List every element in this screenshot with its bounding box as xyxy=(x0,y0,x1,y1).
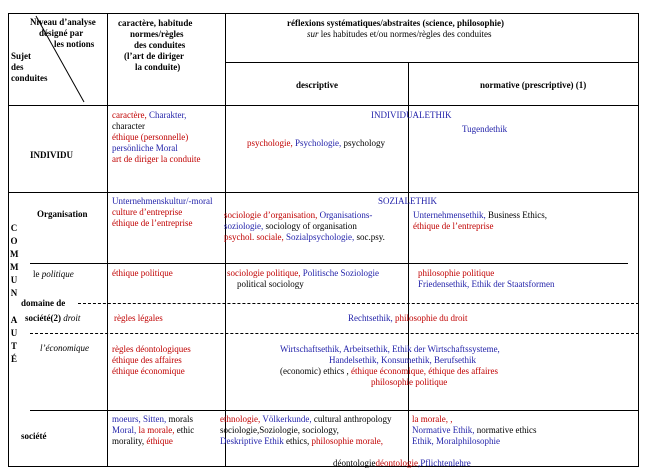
col1-header-line: des conduites xyxy=(134,40,186,50)
cell-line xyxy=(224,221,385,232)
corner-bottom-line: conduites xyxy=(11,73,48,83)
societe-col1 xyxy=(112,414,194,447)
cell-line xyxy=(112,207,212,218)
cell-line xyxy=(227,268,379,279)
cell-line xyxy=(418,268,554,279)
individu-col1 xyxy=(112,110,200,165)
droit-col1: règles légales xyxy=(114,313,163,323)
tugendethik: Tugendethik xyxy=(462,124,508,134)
cell-line xyxy=(413,210,547,221)
text-run: sociology of organisation xyxy=(265,221,357,231)
vertical-letter: U xyxy=(10,328,18,338)
organisation-col1 xyxy=(112,196,212,229)
row-label-economique: l’économique xyxy=(40,343,89,353)
vertical-letter: T xyxy=(10,341,17,351)
text-run: persönliche Moral xyxy=(112,143,178,153)
economique-col1 xyxy=(112,344,191,377)
text-run: character xyxy=(112,121,145,131)
cell-line xyxy=(280,377,500,388)
text-run: Unternehmensethik, xyxy=(413,210,488,220)
corner-bottom-line: Sujet xyxy=(11,51,31,61)
col2-header-title: réflexions systématiques/abstraites (science, philosophie) xyxy=(287,18,504,28)
cell-line xyxy=(112,344,191,355)
text-run: philosophie politique xyxy=(371,377,448,387)
corner-top-line: Niveau d’analyse xyxy=(30,17,96,27)
cell-line xyxy=(112,436,194,447)
text-run: soziologie, xyxy=(224,221,266,231)
cell-line xyxy=(412,436,536,447)
col2-header-sur: sur xyxy=(307,29,319,39)
cell-line xyxy=(112,132,200,143)
vertical-letter: M xyxy=(10,249,19,259)
psychologie-de: Psychologie, xyxy=(295,138,344,148)
economique-content xyxy=(280,344,500,388)
cell-line xyxy=(224,232,385,243)
cell-line xyxy=(280,355,500,366)
politique-label-it: politique xyxy=(41,269,74,279)
col1-header-line: la conduite) xyxy=(135,62,181,72)
text-run: art de diriger la conduite xyxy=(112,154,201,164)
vertical-letter: O xyxy=(10,236,18,246)
societe-normative xyxy=(412,414,536,447)
row-label-organisation: Organisation xyxy=(37,209,88,219)
text-run: éthique de l’entreprise xyxy=(413,221,494,231)
col2-header-rest: les habitudes et/ou normes/règles des conduites xyxy=(318,29,492,39)
cell-line xyxy=(412,414,536,425)
text-run: éthique des affaires xyxy=(112,355,182,365)
normative-header: normative (prescriptive) (1) xyxy=(480,80,587,90)
cell-line xyxy=(112,110,200,121)
text-run: éthique (personnelle) xyxy=(112,132,189,142)
cell-line xyxy=(112,414,194,425)
vertical-letter: É xyxy=(10,354,17,364)
cell-line xyxy=(280,366,500,377)
philosophie-du-droit: philosophie du droit xyxy=(395,313,468,323)
col2-header-subtitle xyxy=(307,29,491,40)
row-label-droit xyxy=(25,313,80,324)
droit-row-content xyxy=(348,313,468,324)
cell-line xyxy=(220,425,392,436)
cell-line xyxy=(112,121,200,132)
descriptive-header: descriptive xyxy=(296,80,338,90)
text-run: political sociology xyxy=(237,279,304,289)
text-run: ,Pflichtenlehre xyxy=(418,458,471,468)
vertical-letter: U xyxy=(10,275,18,285)
cell-line xyxy=(112,143,200,154)
cell-line xyxy=(413,221,547,232)
cell-line xyxy=(112,218,212,229)
vertical-letter: A xyxy=(10,315,18,325)
text-run: moeurs, Sitten, xyxy=(112,414,169,424)
text-run: (economic) ethics , xyxy=(280,366,351,376)
text-run: philosophie politique xyxy=(418,268,495,278)
text-run: Normative Ethik, xyxy=(412,425,477,435)
individu-descriptive xyxy=(247,138,385,149)
text-run: Wirtschaftsethik, Arbeitsethik, Ethik der Wirtschaftssysteme, xyxy=(280,344,500,354)
row-label-politique xyxy=(33,269,74,280)
rechtsethik: Rechtsethik, xyxy=(348,313,395,323)
text-run: Völkerkunde, xyxy=(262,414,314,424)
cell-line xyxy=(418,279,554,290)
text-run: la morale, , xyxy=(412,414,453,424)
politique-label-le: le xyxy=(33,269,42,279)
corner-top-line: désigné par xyxy=(39,28,84,38)
corner-header-top xyxy=(30,17,96,50)
domaine-de-label: domaine de xyxy=(21,298,66,308)
cell-line xyxy=(112,425,194,436)
corner-bottom-line: des xyxy=(11,62,24,72)
politique-descriptive xyxy=(227,268,379,290)
communaute-vertical-label xyxy=(10,222,18,366)
text-run: sociologie d’organisation, xyxy=(224,210,320,220)
text-run: Handelsethik, Konsumethik, Berufsethik xyxy=(329,355,476,365)
col1-header xyxy=(118,18,192,73)
col1-header-line: caractère, habitude xyxy=(118,18,193,28)
text-run: ethic xyxy=(176,425,195,435)
cell-line xyxy=(112,196,212,207)
text-run: morals xyxy=(168,414,193,424)
row-label-individu: INDIVIDU xyxy=(30,150,74,160)
text-run: sociologie,Soziologie, sociology, xyxy=(220,425,339,435)
cell-line xyxy=(112,154,200,165)
cell-line xyxy=(224,210,385,221)
vertical-letter: M xyxy=(10,262,19,272)
cell-line xyxy=(227,279,379,290)
organisation-normative xyxy=(413,210,547,232)
psychologie-fr: psychologie, xyxy=(247,138,295,148)
text-run: déontologie xyxy=(333,458,376,468)
politique-col1: éthique politique xyxy=(112,268,173,278)
cell-line xyxy=(220,436,392,447)
corner-header-bottom xyxy=(11,51,48,84)
droit-label-societe: société(2) xyxy=(25,313,64,323)
text-run: sociologie politique, xyxy=(227,268,303,278)
text-run: cultural anthropology xyxy=(313,414,392,424)
cell-line xyxy=(112,366,191,377)
text-run: culture d’entreprise xyxy=(112,207,183,217)
text-run: la morale, xyxy=(138,425,177,435)
text-run: morality, xyxy=(112,436,147,446)
text-run: éthique économique xyxy=(112,366,185,376)
droit-label-it: droit xyxy=(63,313,81,323)
individualethik-title: INDIVIDUALETHIK xyxy=(371,110,452,120)
organisation-descriptive xyxy=(224,210,385,243)
text-run: philosophie morale, xyxy=(311,436,383,446)
cell-line xyxy=(220,414,392,425)
text-run: Deskriptive Ethik xyxy=(220,436,284,446)
societe-last-line xyxy=(333,458,471,469)
col1-header-line: normes/règles xyxy=(130,29,184,39)
text-run: éthique de l’entreprise xyxy=(112,218,193,228)
text-run: Sozialpsychologie, xyxy=(286,232,357,242)
text-run: Business Ethics, xyxy=(487,210,547,220)
text-run: Unternehmenskultur/-moral xyxy=(112,196,213,206)
text-run: Moral, xyxy=(112,425,139,435)
cell-line xyxy=(412,425,536,436)
text-run: déontologie xyxy=(375,458,418,468)
text-run: ethnologie, xyxy=(220,414,263,424)
text-run: normative ethics xyxy=(476,425,537,435)
politique-normative xyxy=(418,268,554,290)
text-run: Politische Soziologie xyxy=(302,268,379,278)
text-run: Friedensethik, Ethik der Staatsformen xyxy=(418,279,555,289)
text-run: soc.psy. xyxy=(356,232,385,242)
text-run: règles déontologiques xyxy=(112,344,191,354)
societe-descriptive xyxy=(220,414,392,447)
cell-line xyxy=(112,355,191,366)
vertical-letter: N xyxy=(10,288,18,298)
row-label-societe: société xyxy=(21,431,47,441)
cell-line xyxy=(280,344,500,355)
psychology-en: psychology xyxy=(343,138,385,148)
text-run: caractère, xyxy=(112,110,149,120)
text-run: éthique économique, éthique des affaires xyxy=(350,366,499,376)
text-run: psychol. sociale, xyxy=(224,232,286,242)
vertical-letter: C xyxy=(10,223,18,233)
text-run: Organisations- xyxy=(319,210,373,220)
corner-top-line: les notions xyxy=(54,39,95,49)
sozialethik-title: SOZIALETHIK xyxy=(378,196,437,206)
col1-header-line: (l’art de diriger xyxy=(124,51,184,61)
text-run: Ethik, Moralphilosophie xyxy=(412,436,500,446)
text-run: éthique xyxy=(146,436,173,446)
text-run: ethics, xyxy=(283,436,312,446)
text-run: Charakter, xyxy=(148,110,187,120)
